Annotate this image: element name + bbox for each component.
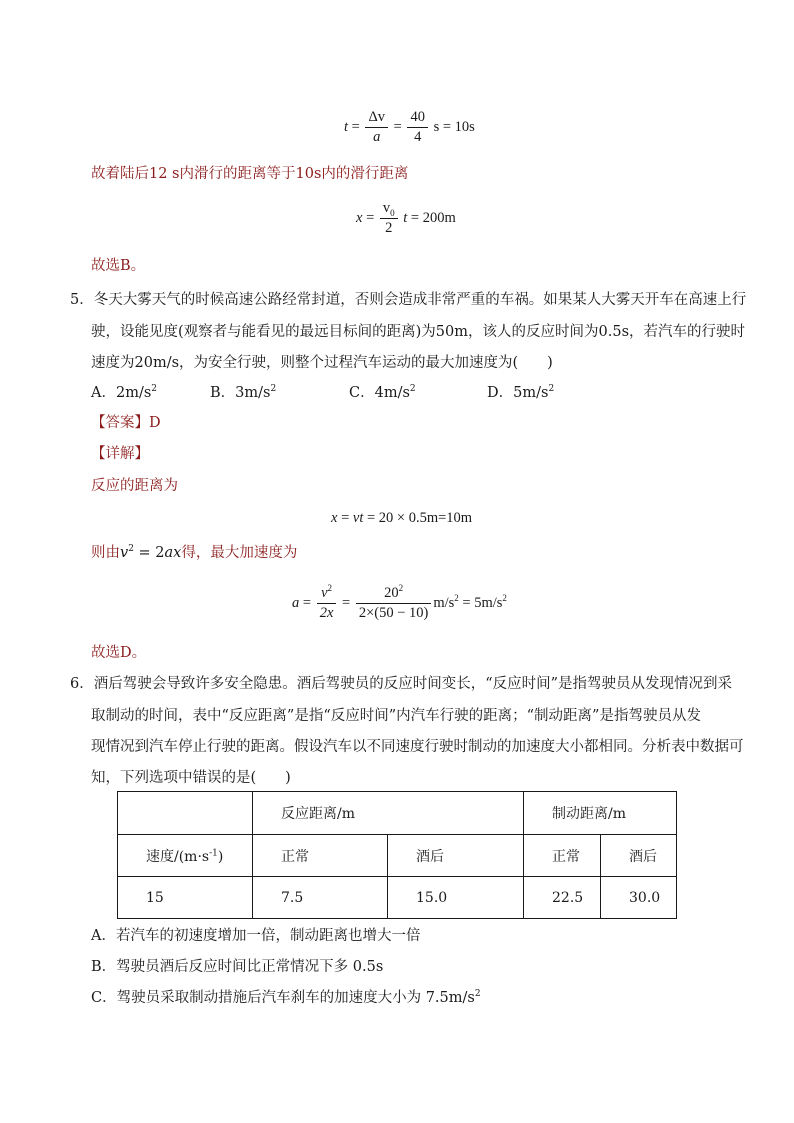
speed-label-close: ) [217, 848, 224, 865]
eq-var-v: v [352, 510, 360, 526]
text-pre: 则由 [91, 545, 120, 561]
superscript: 2 [409, 384, 416, 395]
text-choose-b: 故选B。 [91, 258, 146, 274]
table-cell: 7.5 [253, 877, 388, 919]
table-normal-reaction: 正常 [253, 835, 388, 877]
superscript: 2 [502, 593, 507, 603]
eq-var-t: t [403, 209, 408, 226]
fraction-denominator: 2×(50 − 10) [358, 605, 429, 621]
eq-equals: = [302, 594, 312, 611]
formula-var-v: v [120, 545, 129, 561]
unit: m/s [433, 594, 455, 611]
fraction-numerator [356, 584, 432, 604]
table-drunk-reaction: 酒后 [388, 835, 524, 877]
table-normal-braking: 正常 [524, 835, 601, 877]
q6-option-b: B．驾驶员酒后反应时间比正常情况下多 0.5s [91, 959, 384, 975]
q6-option-c [91, 988, 481, 1008]
table-header-braking: 制动距离/m [524, 792, 677, 835]
fraction-denominator: 4 [414, 129, 422, 145]
fraction-numerator: 40 [407, 108, 428, 128]
num-20: 20 [384, 585, 399, 601]
option-text: C．4m/s [349, 385, 410, 401]
fraction-40-4 [407, 108, 428, 147]
option-text: D．5m/s [487, 385, 549, 401]
table-cell: 15.0 [388, 877, 524, 919]
eq-equals: = [337, 510, 353, 526]
speed-label-text: 速度/(m·s [146, 848, 210, 865]
table-drunk-braking: 酒后 [601, 835, 677, 877]
fraction-v2-2x [317, 584, 337, 623]
table-row [118, 877, 677, 919]
superscript: 2 [474, 989, 481, 1000]
equation-max-acceleration [292, 584, 507, 623]
eq-equals: = [342, 594, 351, 611]
table-subheader-row [118, 835, 677, 877]
q5-stem-line1: 5．冬天大雾天气的时候高速公路经常封道，否则会造成非常严重的车祸。如果某人大雾天开车在高速上行 [70, 292, 747, 308]
option-text: B．3m/s [210, 385, 271, 401]
table-header-reaction: 反应距离/m [253, 792, 524, 835]
q6-option-a: A．若汽车的初速度增加一倍，制动距离也增大一倍 [91, 928, 421, 944]
table-cell: 22.5 [524, 877, 601, 919]
superscript: 2 [327, 583, 332, 594]
superscript: 2 [151, 384, 158, 395]
q6-stem-line4: 知，下列选项中错误的是( ) [91, 770, 291, 786]
q5-choose-d: 故选D。 [91, 645, 147, 661]
superscript: -1 [209, 847, 218, 858]
q5-detail-heading: 【详解】 [91, 446, 149, 462]
eq-result: s = 10s [433, 118, 475, 135]
q6-stem-line3: 现情况到汽车停止行驶的距离。假设汽车以不同速度行驶时制动的加速度大小都相同。分析表中数据可 [91, 739, 744, 755]
text-post: 得，最大加速度为 [181, 545, 298, 561]
fraction-denominator: 2 [385, 220, 393, 236]
text-landing-distance: 故着陆后12 s内滑行的距离等于10s内的滑行距离 [91, 166, 409, 182]
q5-option-c [349, 383, 416, 403]
q5-stem-line2: 驶，设能见度(观察者与能看见的最远目标间的距离)为50m，该人的反应时间为0.5s，若汽车的行驶时 [91, 324, 746, 340]
eq-var-t: t [359, 510, 364, 526]
fraction-v0-2 [380, 199, 398, 238]
eq-var-a: a [292, 594, 300, 611]
fraction-dv-a [365, 108, 388, 147]
q5-option-d [487, 383, 554, 403]
superscript: 2 [128, 544, 134, 555]
eq-equals: = [351, 118, 360, 135]
var-v: v [321, 585, 328, 601]
var-v: v [382, 200, 391, 216]
equation-reaction-distance [331, 508, 472, 528]
q6-stem-line1: 6．酒后驾驶会导致许多安全隐患。酒后驾驶员的反应时间变长，“反应时间”是指驾驶员从发现情况到采 [70, 676, 733, 692]
eq-var-x: x [356, 209, 363, 226]
data-table [117, 791, 677, 919]
equation-distance [356, 199, 456, 238]
superscript: 2 [454, 593, 459, 603]
table-cell: 15 [118, 877, 253, 919]
eq-result: = 200m [410, 209, 456, 226]
eq-var-x: x [331, 510, 338, 526]
q6-stem-line2: 取制动的时间，表中“反应距离”是指“反应时间”内汽车行驶的距离；“制动距离”是指驾驶员从发 [91, 708, 701, 724]
q5-formula-line [91, 543, 297, 563]
q5-answer: 【答案】D [91, 415, 161, 431]
eq-result: = 5m/s [458, 594, 503, 611]
table-speed-label [118, 835, 253, 877]
q5-option-b [210, 383, 276, 403]
superscript: 2 [398, 583, 404, 594]
table-header-row [118, 792, 677, 835]
formula-mid: = 2 [133, 545, 165, 561]
table-cell-empty [118, 792, 253, 835]
superscript: 2 [270, 384, 277, 395]
eq-equals: = [366, 209, 375, 226]
q5-option-a [91, 383, 157, 403]
q5-reaction-distance: 反应的距离为 [91, 478, 178, 494]
table-cell: 30.0 [601, 877, 677, 919]
fraction-numerator [380, 199, 398, 219]
subscript-0: 0 [390, 207, 395, 218]
fraction-numerator [317, 584, 337, 604]
option-text: C．驾驶员采取制动措施后汽车刹车的加速度大小为 7.5m/s [91, 990, 475, 1006]
fraction-denominator: a [373, 129, 381, 145]
fraction-denominator: 2x [319, 605, 334, 621]
q5-stem-line3: 速度为20m/s，为安全行驶，则整个过程汽车运动的最大加速度为( ) [91, 355, 553, 371]
eq-equals: = [393, 118, 402, 135]
equation-time [344, 108, 475, 147]
option-text: A．2m/s [91, 385, 152, 401]
superscript: 2 [548, 384, 555, 395]
eq-var-t: t [344, 118, 349, 135]
fraction-numerator: Δv [365, 108, 388, 128]
eq-result: = 20 × 0.5m=10m [363, 510, 473, 526]
formula-var-ax: ax [164, 545, 182, 561]
fraction-20sq [356, 584, 432, 623]
